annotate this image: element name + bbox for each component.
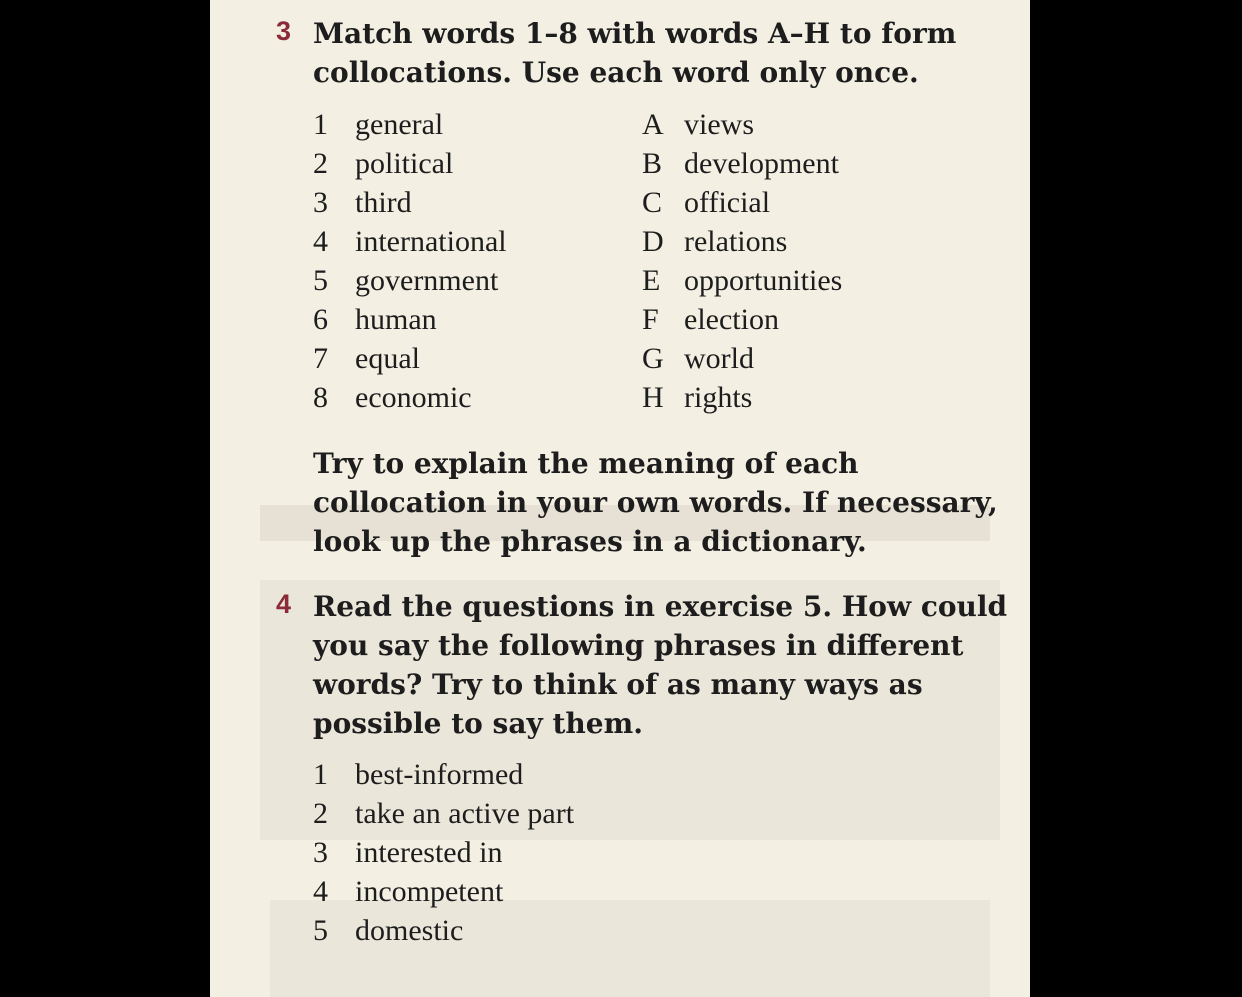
follow-up-line-3: look up the phrases in a dictionary. bbox=[313, 525, 867, 558]
numbered-word-6 bbox=[313, 300, 437, 339]
item-number: 5 bbox=[313, 264, 328, 297]
exercise-4-number: 4 bbox=[276, 589, 292, 619]
numbered-word-8 bbox=[313, 378, 472, 417]
item-letter: G bbox=[642, 342, 664, 375]
item-number: 1 bbox=[313, 108, 328, 141]
item-number: 3 bbox=[313, 836, 328, 869]
follow-up-line-1: Try to explain the meaning of each bbox=[313, 447, 859, 480]
item-phrase: best-informed bbox=[355, 758, 524, 791]
item-word: views bbox=[684, 108, 754, 141]
phrase-4 bbox=[313, 872, 503, 911]
lettered-word-c bbox=[642, 183, 770, 222]
item-number: 4 bbox=[313, 225, 328, 258]
item-number: 1 bbox=[313, 758, 328, 791]
item-word: political bbox=[355, 147, 454, 180]
exercise-3-number: 3 bbox=[276, 16, 292, 46]
item-letter: H bbox=[642, 381, 664, 414]
numbered-word-5 bbox=[313, 261, 498, 300]
item-number: 3 bbox=[313, 186, 328, 219]
lettered-word-b bbox=[642, 144, 839, 183]
item-number: 4 bbox=[313, 875, 328, 908]
lettered-word-d bbox=[642, 222, 787, 261]
item-word: relations bbox=[684, 225, 788, 258]
item-number: 8 bbox=[313, 381, 328, 414]
item-phrase: take an active part bbox=[355, 797, 575, 830]
item-word: general bbox=[355, 108, 444, 141]
item-letter: F bbox=[642, 303, 659, 336]
item-word: election bbox=[684, 303, 779, 336]
exercise-4-instruction-line-4: possible to say them. bbox=[313, 707, 643, 740]
phrase-2 bbox=[313, 794, 574, 833]
item-number: 2 bbox=[313, 147, 328, 180]
item-word: development bbox=[684, 147, 839, 180]
item-word: rights bbox=[684, 381, 753, 414]
item-phrase: incompetent bbox=[355, 875, 504, 908]
lettered-word-a bbox=[642, 105, 754, 144]
follow-up-line-2: collocation in your own words. If necessary, bbox=[313, 486, 998, 519]
exercise-3-instruction-line-2: collocations. Use each word only once. bbox=[313, 56, 919, 89]
item-number: 7 bbox=[313, 342, 328, 375]
item-number: 2 bbox=[313, 797, 328, 830]
phrase-1 bbox=[313, 755, 523, 794]
exercise-4-instruction-line-3: words? Try to think of as many ways as bbox=[313, 668, 923, 701]
item-word: economic bbox=[355, 381, 472, 414]
lettered-word-h bbox=[642, 378, 752, 417]
phrase-5 bbox=[313, 911, 463, 950]
item-phrase: domestic bbox=[355, 914, 464, 947]
exercise-4-instruction-line-1: Read the questions in exercise 5. How could bbox=[313, 590, 1008, 623]
textbook-page bbox=[210, 0, 1030, 997]
exercise-4-instruction-line-2: you say the following phrases in different bbox=[313, 629, 964, 662]
numbered-word-2 bbox=[313, 144, 453, 183]
lettered-word-e bbox=[642, 261, 842, 300]
item-letter: A bbox=[642, 108, 664, 141]
exercise-3-instruction-line-1: Match words 1–8 with words A–H to form bbox=[313, 17, 957, 50]
item-word: government bbox=[355, 264, 499, 297]
item-word: international bbox=[355, 225, 507, 258]
item-number: 6 bbox=[313, 303, 328, 336]
item-word: human bbox=[355, 303, 437, 336]
item-word: third bbox=[355, 186, 412, 219]
item-letter: E bbox=[642, 264, 661, 297]
item-letter: C bbox=[642, 186, 663, 219]
item-word: world bbox=[684, 342, 754, 375]
item-letter: B bbox=[642, 147, 663, 180]
item-phrase: interested in bbox=[355, 836, 503, 869]
lettered-word-f bbox=[642, 300, 779, 339]
numbered-word-3 bbox=[313, 183, 412, 222]
item-word: official bbox=[684, 186, 771, 219]
item-number: 5 bbox=[313, 914, 328, 947]
item-word: equal bbox=[355, 342, 420, 375]
item-word: opportunities bbox=[684, 264, 843, 297]
numbered-word-1 bbox=[313, 105, 443, 144]
numbered-word-7 bbox=[313, 339, 420, 378]
numbered-word-4 bbox=[313, 222, 507, 261]
item-letter: D bbox=[642, 225, 664, 258]
lettered-word-g bbox=[642, 339, 754, 378]
phrase-3 bbox=[313, 833, 502, 872]
